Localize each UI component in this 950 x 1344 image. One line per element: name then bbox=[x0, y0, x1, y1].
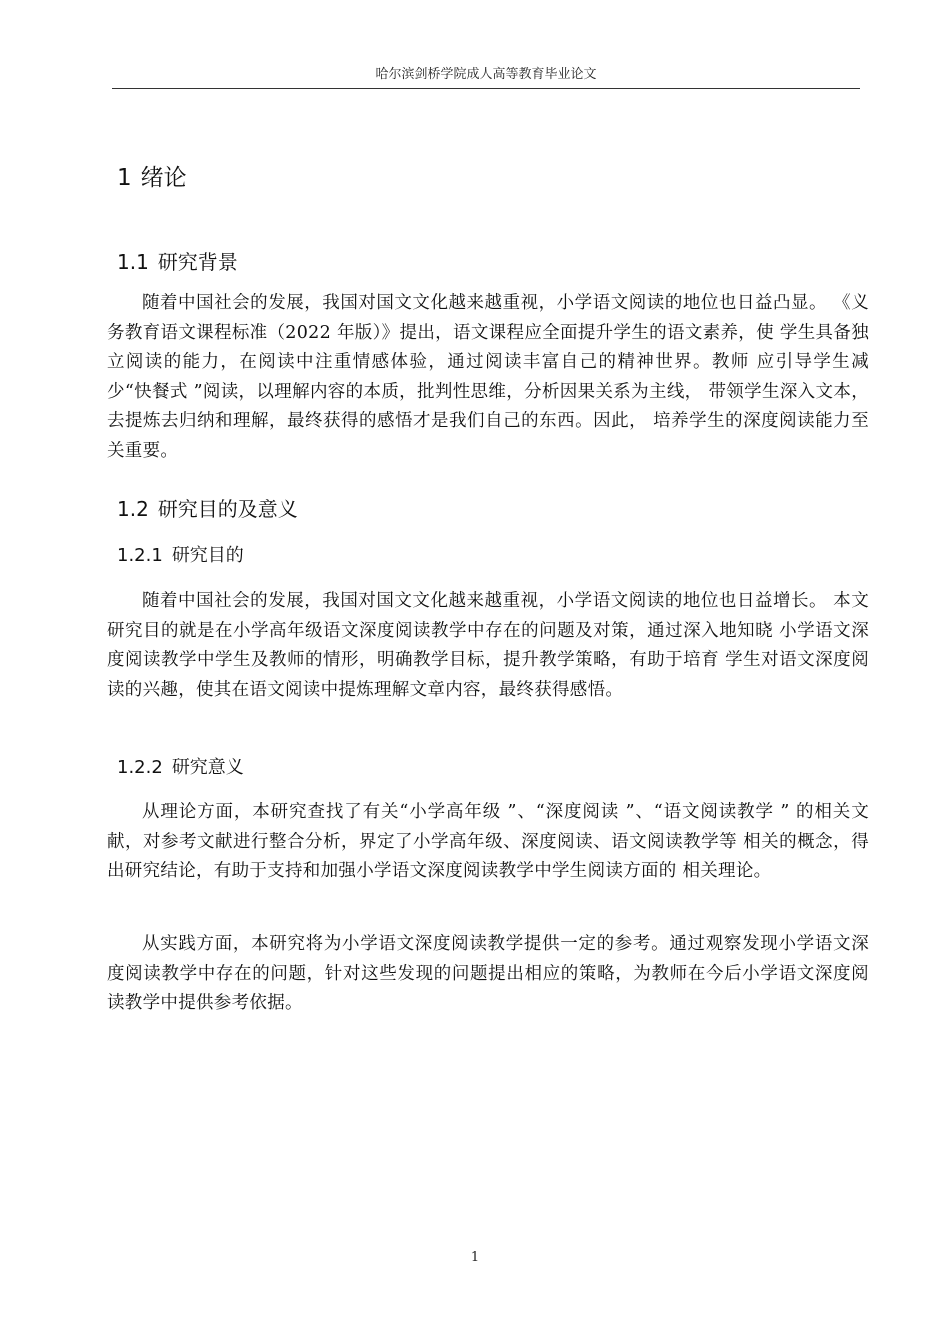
header-divider bbox=[112, 88, 860, 89]
paragraph-significance-practice: 从实践方面，本研究将为小学语文深度阅读教学提供一定的参考。通过观察发现小学语文深度阅读教学中存在的问题，针对这些发现的问题提出相应的策略，为教师在今后小学语文深度阅读教学中提供参考依据。 bbox=[107, 934, 869, 1014]
running-header: 哈尔滨剑桥学院成人高等教育毕业论文 bbox=[375, 67, 597, 82]
section-title: 研究目的及意义 bbox=[157, 497, 298, 521]
chapter-title: 绪论 bbox=[140, 165, 187, 191]
chapter-number: 1 bbox=[117, 165, 132, 191]
paragraph-purpose: 随着中国社会的发展，我国对国文文化越来越重视，小学语文阅读的地位也日益增长。 本文研究目的就是在小学高年级语文深度阅读教学中存在的问题及对策，通过深入地知晓 小学语文深度阅读教学中学生及教师的情形，明确教学目标，提升教学策略，有助于培育 学生对语文深度阅读的兴趣，使其在语文阅读中提炼理解文章内容，最终获得感悟。 bbox=[107, 591, 869, 700]
page-number: 1 bbox=[470, 1250, 480, 1265]
paragraph-background: 随着中国社会的发展，我国对国文文化越来越重视，小学语文阅读的地位也日益凸显。 《义务教育语文课程标准（2022 年版）》提出，语文课程应全面提升学生的语文素养，使 学生具备独立阅读的能力，在阅读中注重情感体验，通过阅读丰富自己的精神世界。教师 应引导学生减少“快餐式 ”阅读，以理解内容的本质，批判性思维，分析因果关系为主线， 带领学生深入文本，去提炼去归纳和理解，最终获得的感悟才是我们自己的东西。因此， 培养学生的深度阅读能力至关重要。 bbox=[107, 293, 869, 461]
section-number: 1.1 bbox=[117, 250, 149, 274]
subsection-number: 1.2.2 bbox=[117, 757, 163, 778]
subsection-heading-1-2-1 bbox=[117, 543, 244, 569]
paragraph-significance-theory: 从理论方面，本研究查找了有关“小学高年级 ”、“深度阅读 ”、“语文阅读教学 ” 的相关文献，对参考文献进行整合分析，界定了小学高年级、深度阅读、语文阅读教学等 相关的概念，得出研究结论，有助于支持和加强小学语文深度阅读教学中学生阅读方面的 相关理论。 bbox=[107, 802, 869, 882]
section-title: 研究背景 bbox=[157, 250, 238, 274]
section-heading-1-1 bbox=[117, 248, 238, 276]
section-heading-1-2 bbox=[117, 495, 298, 523]
chapter-heading bbox=[117, 163, 187, 193]
subsection-heading-1-2-2 bbox=[117, 755, 244, 781]
subsection-number: 1.2.1 bbox=[117, 545, 163, 566]
subsection-title: 研究意义 bbox=[171, 757, 244, 778]
section-number: 1.2 bbox=[117, 497, 149, 521]
subsection-title: 研究目的 bbox=[171, 545, 244, 566]
